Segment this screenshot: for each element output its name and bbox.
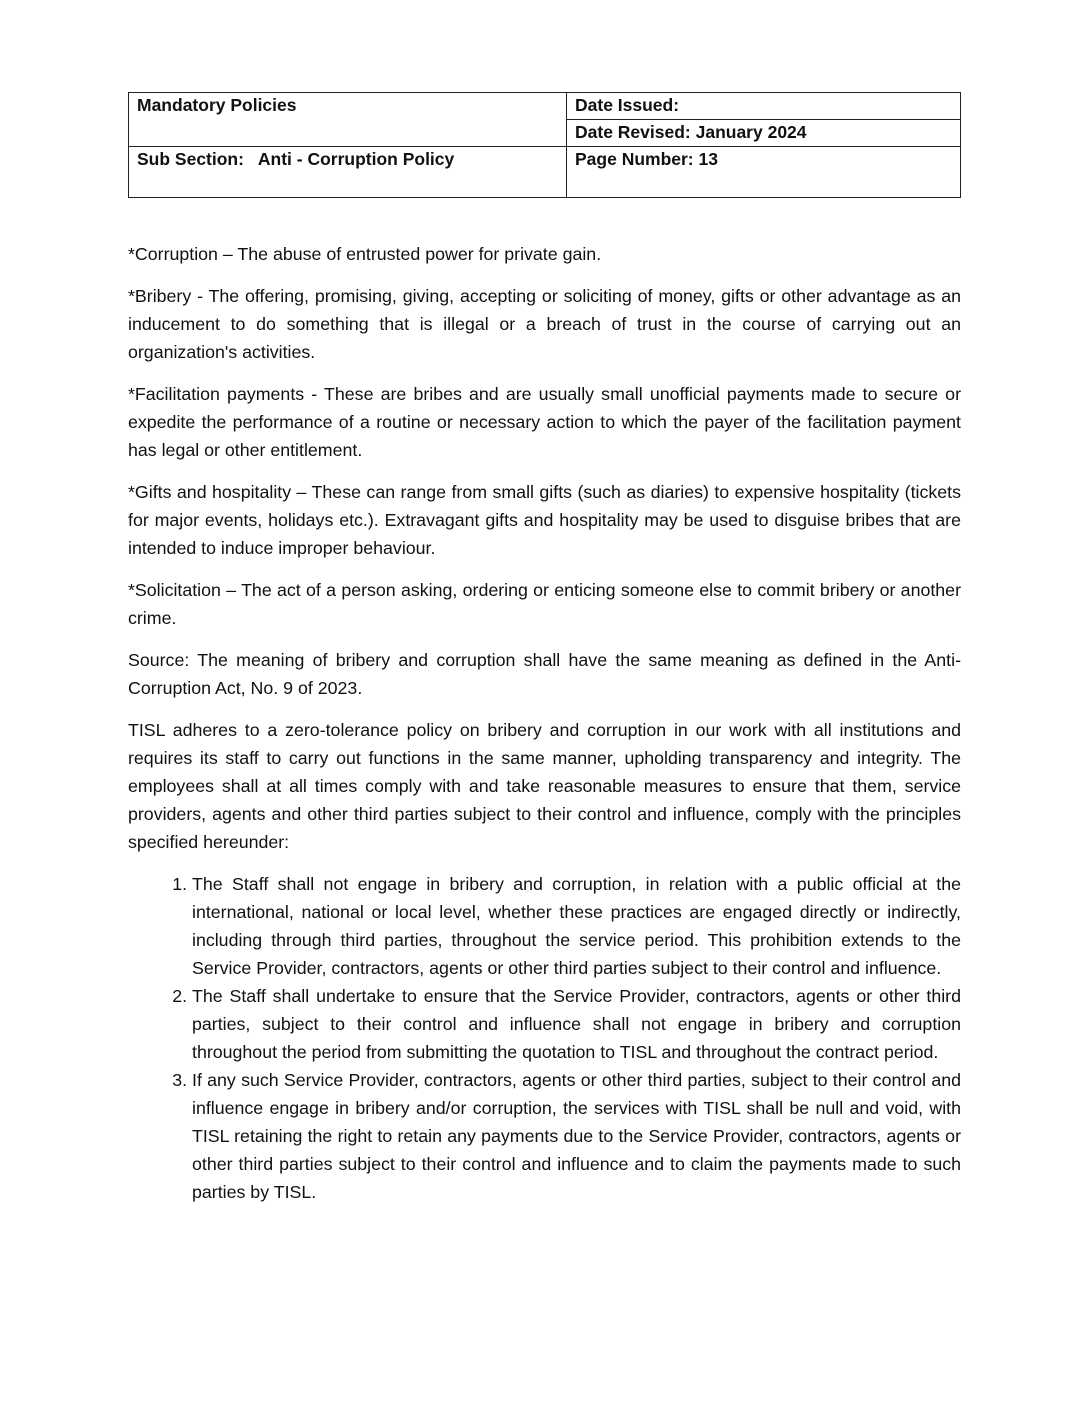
- list-item: 2. The Staff shall undertake to ensure that the Service Provider, contractors, agents or other third parties, subject to their control and influence shall not engage in bribery and corruption throughout the period from submitting the quotation to TISL and throughout the contract period.: [192, 982, 961, 1066]
- date-issued-cell: Date Issued:: [567, 93, 961, 120]
- definition-corruption: *Corruption – The abuse of entrusted power for private gain.: [128, 244, 602, 264]
- definition-facilitation-payments: *Facilitation payments - These are bribes and are usually small unofficial payments made to secure or expedite the performance of a routine or necessary action to which the payer of the facilitation payment has legal or other entitlement.: [128, 384, 961, 460]
- definition-bribery: *Bribery - The offering, promising, giving, accepting or soliciting of money, gifts or other advantage as an inducement to do something that is illegal or a breach of trust in the course of carrying out an organization's activities.: [128, 286, 961, 362]
- policy-intro-paragraph: TISL adheres to a zero-tolerance policy on bribery and corruption in our work with all institutions and requires its staff to carry out functions in the same manner, upholding transparency and integrity. The employees shall at all times comply with and take reasonable measures to ensure that them, service providers, agents and other third parties subject to their control and influence, comply with the principles specified hereunder:: [128, 720, 961, 852]
- list-item: 3. If any such Service Provider, contractors, agents or other third parties, subject to their control and influence engage in bribery and/or corruption, the services with TISL shall be null and void, with TISL retaining the right to retain any payments due to the Service Provider, contractors, agents or other third parties subject to their control and influence and to claim the payments made to such parties by TISL.: [192, 1066, 961, 1206]
- document-body: [128, 240, 961, 1206]
- definition-solicitation: *Solicitation – The act of a person asking, ordering or enticing someone else to commit bribery or another crime.: [128, 580, 961, 628]
- page-number-cell: Page Number: 13: [567, 147, 961, 198]
- source-paragraph: Source: The meaning of bribery and corruption shall have the same meaning as defined in the Anti-Corruption Act, No. 9 of 2023.: [128, 650, 961, 698]
- header-table: [128, 92, 961, 198]
- principles-list: [128, 870, 961, 1206]
- list-item: 1. The Staff shall not engage in bribery and corruption, in relation with a public official at the international, national or local level, whether these practices are engaged directly or indirectly, including through third parties, throughout the service period. This prohibition extends to the Service Provider, contractors, agents or other third parties subject to their control and influence.: [192, 870, 961, 982]
- definition-gifts-hospitality: *Gifts and hospitality – These can range from small gifts (such as diaries) to expensive hospitality (tickets for major events, holidays etc.). Extravagant gifts and hospitality may be used to disguise bribes that are intended to induce improper behaviour.: [128, 482, 961, 558]
- mandatory-policies-cell: Mandatory Policies: [129, 93, 567, 147]
- date-revised-cell: Date Revised: January 2024: [567, 120, 961, 147]
- sub-section-cell: Sub Section: Anti - Corruption Policy: [129, 147, 567, 198]
